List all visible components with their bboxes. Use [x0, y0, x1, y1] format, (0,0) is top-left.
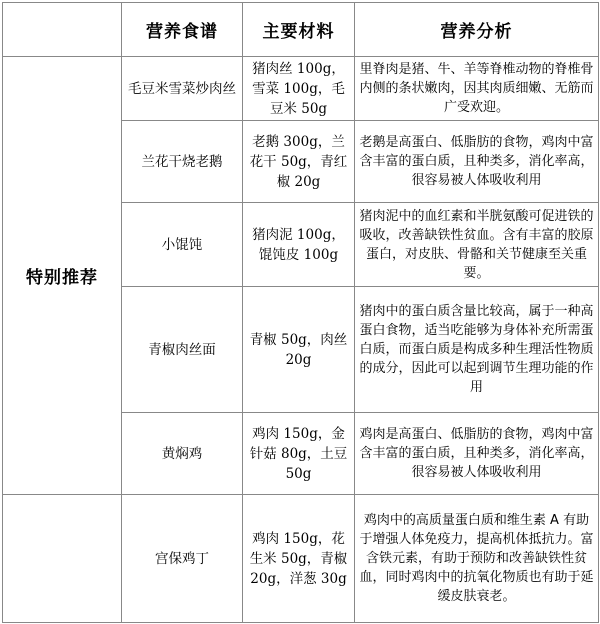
header-analysis: 营养分析 — [355, 3, 599, 57]
dish-name: 毛豆米雪菜炒肉丝 — [122, 57, 243, 121]
materials-cell: 老鹅 300g，兰花干 50g，青红椒 20g — [243, 121, 355, 203]
analysis-cell: 鸡肉中的高质量蛋白质和维生素 A 有助于增强人体免疫力，提高机体抵抗力。富含铁元素，有助于预防和改善缺铁性贫血，同时鸡肉中的抗氧化物质也有助于延缓皮肤衰老。 — [355, 495, 599, 623]
header-recipe: 营养食谱 — [122, 3, 243, 57]
header-blank-cell — [3, 3, 122, 57]
category-cell: 特别推荐 — [3, 57, 122, 495]
materials-cell: 青椒 50g，肉丝 20g — [243, 287, 355, 413]
analysis-cell: 鸡肉是高蛋白、低脂肪的食物，鸡肉中富含丰富的蛋白质，且种类多，消化率高，很容易被人体吸收利用 — [355, 413, 599, 495]
dish-name: 兰花干烧老鹅 — [122, 121, 243, 203]
dish-name: 小馄饨 — [122, 203, 243, 287]
header-materials: 主要材料 — [243, 3, 355, 57]
recipe-table — [2, 2, 599, 623]
materials-cell: 猪肉泥 100g，馄饨皮 100g — [243, 203, 355, 287]
analysis-cell: 里脊肉是猪、牛、羊等脊椎动物的脊椎骨内侧的条状嫩肉，因其肉质细嫩、无筋而广受欢迎。 — [355, 57, 599, 121]
header-row — [3, 3, 599, 57]
materials-cell: 猪肉丝 100g，雪菜 100g，毛豆米 50g — [243, 57, 355, 121]
table-row — [3, 57, 599, 121]
dish-name: 黄焖鸡 — [122, 413, 243, 495]
table-row — [3, 495, 599, 623]
analysis-cell: 老鹅是高蛋白、低脂肪的食物，鸡肉中富含丰富的蛋白质，且种类多，消化率高，很容易被人体吸收利用 — [355, 121, 599, 203]
empty-category-cell — [3, 495, 122, 623]
dish-name: 宫保鸡丁 — [122, 495, 243, 623]
analysis-cell: 猪肉中的蛋白质含量比较高，属于一种高蛋白食物，适当吃能够为身体补充所需蛋白质，而蛋白质是构成多种生理活性物质的成分，因此可以起到调节生理功能的作用 — [355, 287, 599, 413]
dish-name: 青椒肉丝面 — [122, 287, 243, 413]
materials-cell: 鸡肉 150g，花生米 50g，青椒 20g，洋葱 30g — [243, 495, 355, 623]
materials-cell: 鸡肉 150g，金针菇 80g，土豆 50g — [243, 413, 355, 495]
analysis-cell: 猪肉泥中的血红素和半胱氨酸可促进铁的吸收，改善缺铁性贫血。含有丰富的胶原蛋白，对皮肤、骨骼和关节健康至关重要。 — [355, 203, 599, 287]
